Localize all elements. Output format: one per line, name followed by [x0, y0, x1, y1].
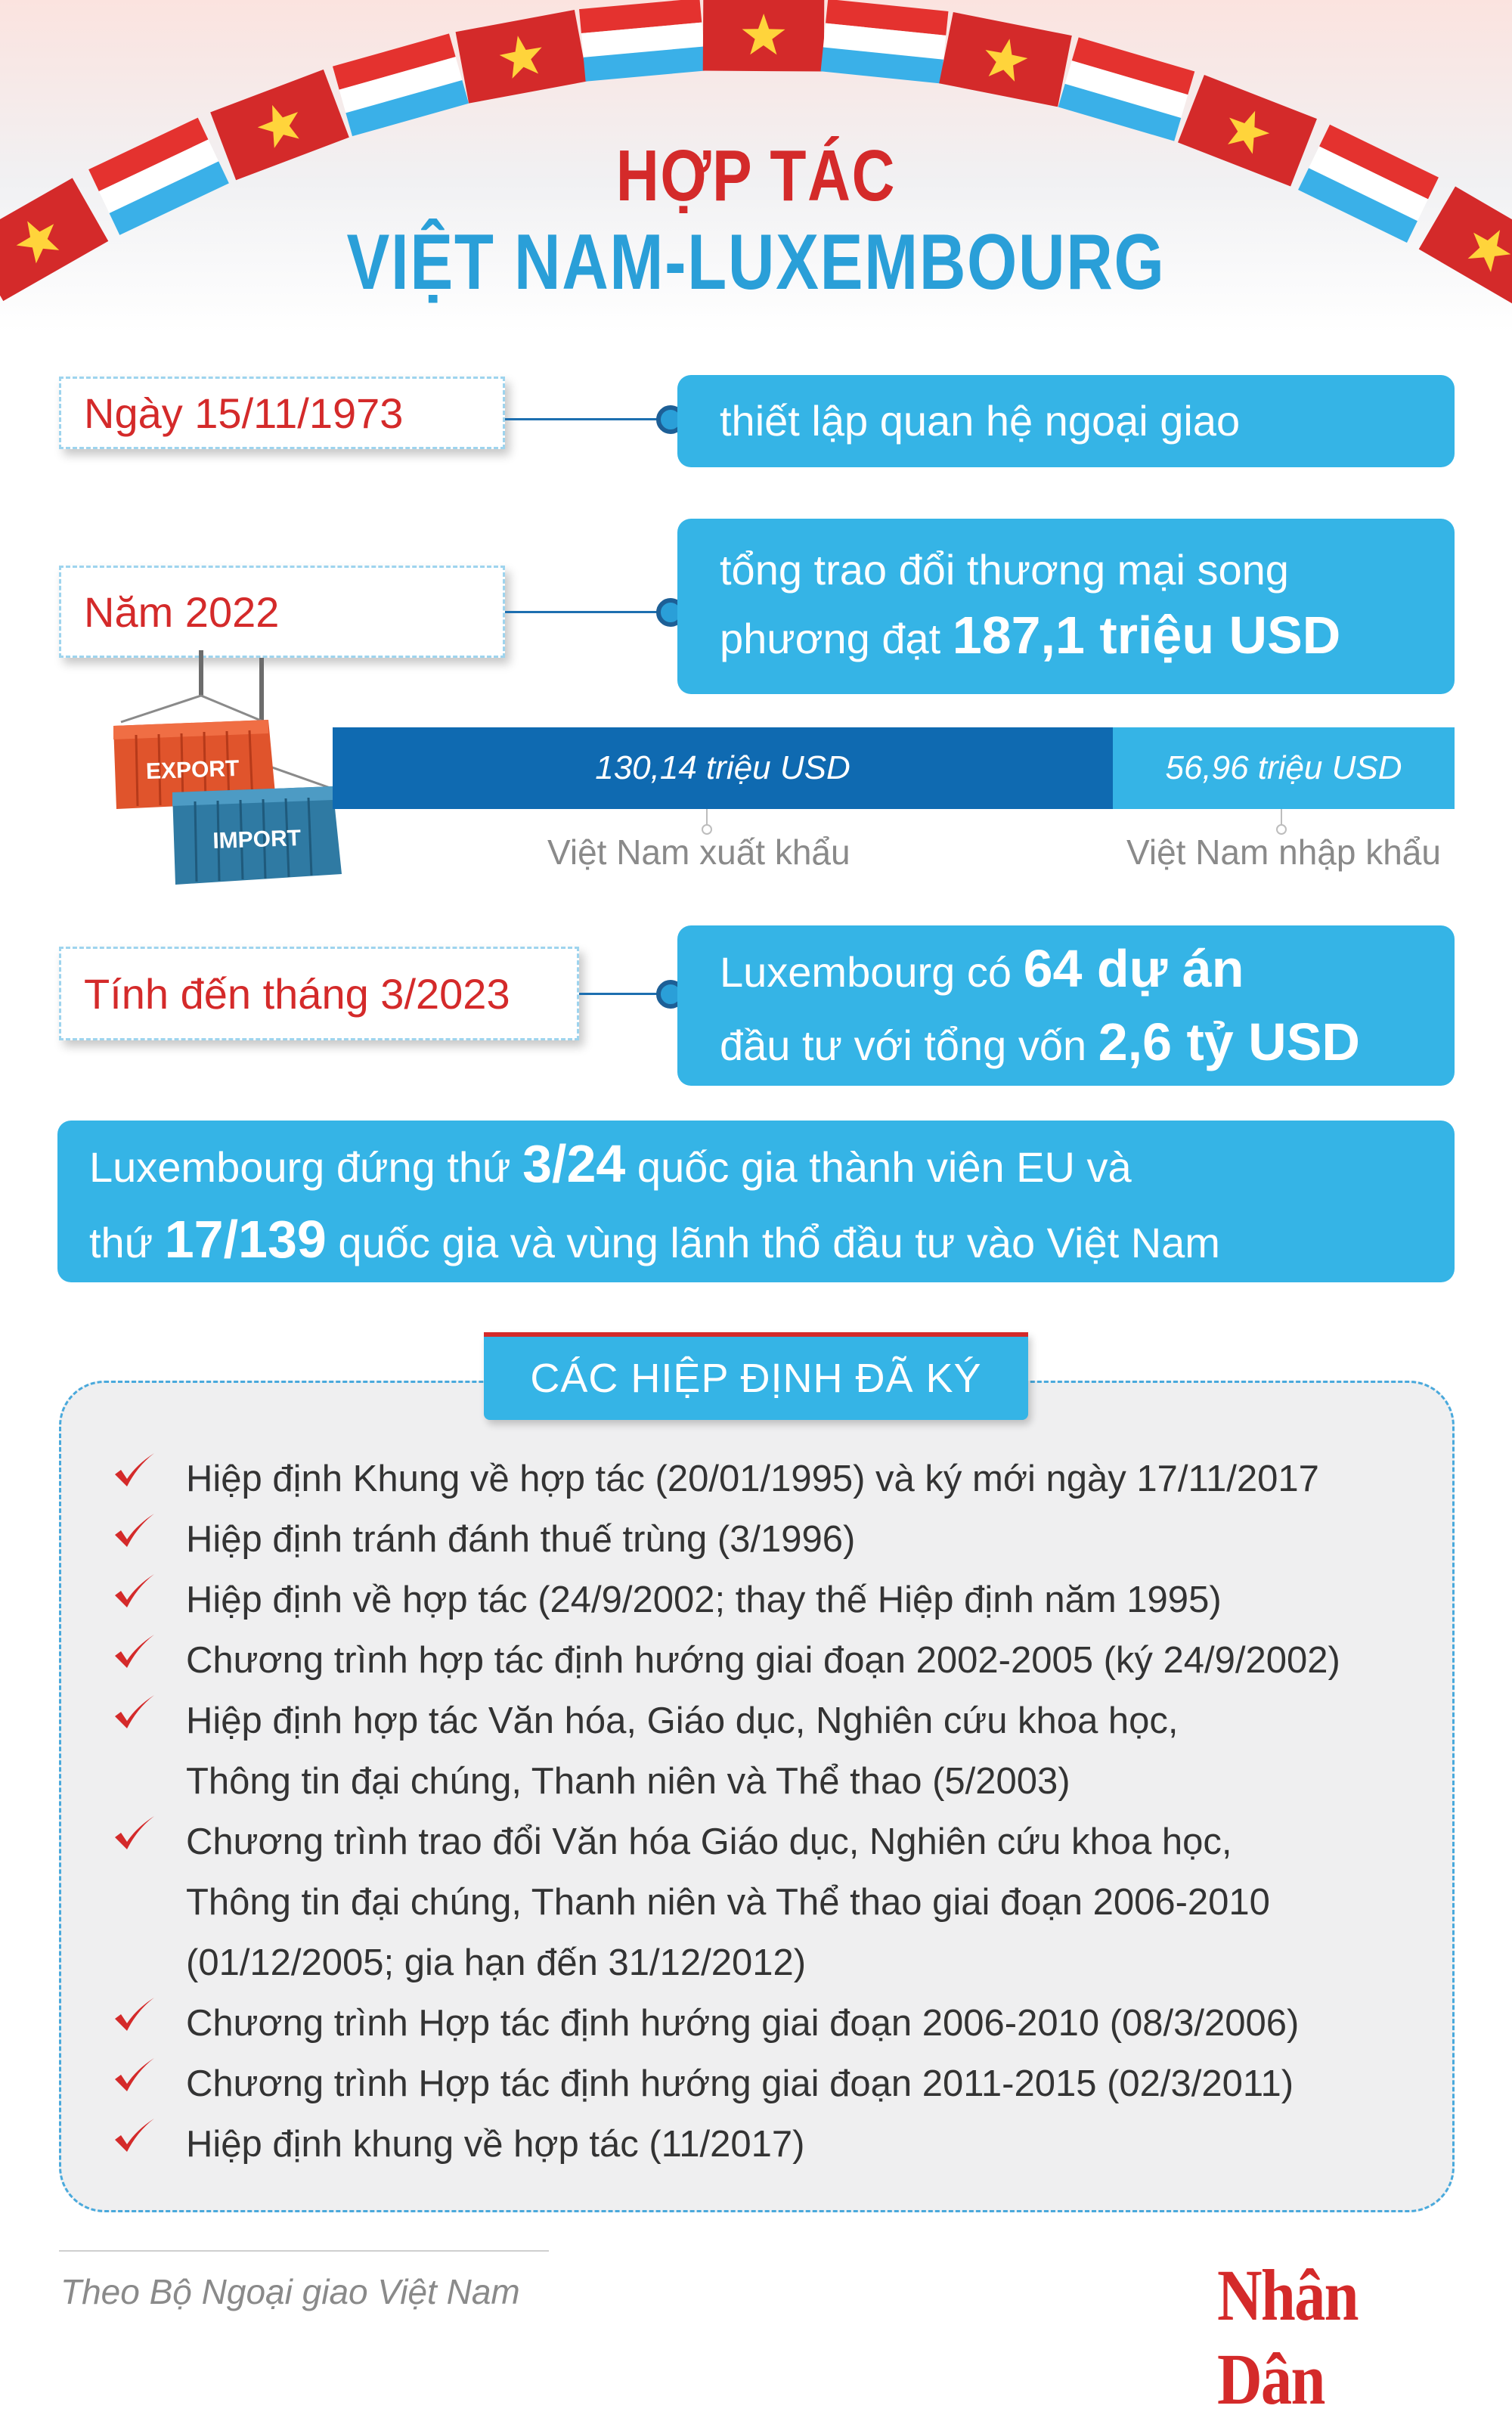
luxembourg-flag-icon — [333, 33, 469, 136]
agreement-text: Hiệp định tránh đánh thuế trùng (3/1996) — [186, 1519, 856, 1560]
rank-text: thứ — [89, 1219, 165, 1266]
luxembourg-flag-icon — [1058, 37, 1195, 141]
agreement-item — [110, 1449, 1441, 1509]
connector-line — [505, 418, 665, 420]
info-prefix: phương đạt — [720, 615, 953, 663]
info-line-1 — [720, 932, 1455, 1006]
trade-total-value: 187,1 triệu USD — [952, 606, 1341, 665]
date-text: Ngày 15/11/1973 — [84, 389, 404, 437]
project-count-value: 64 dự án — [1023, 939, 1244, 999]
luxembourg-flag-icon — [821, 0, 949, 84]
connector-line — [579, 993, 665, 995]
agreement-item — [110, 1630, 1441, 1691]
footer-divider — [59, 2250, 549, 2252]
vietnam-flag-icon — [0, 178, 108, 301]
info-prefix: Luxembourg có — [720, 948, 1024, 997]
agreement-text: Chương trình Hợp tác định hướng giai đoạn 2006-2010 (08/3/2006) — [186, 2003, 1300, 2044]
ranking-box — [57, 1121, 1455, 1282]
info-prefix: đầu tư với tổng vốn — [720, 1021, 1098, 1069]
export-caption: Việt Nam xuất khẩu — [547, 832, 850, 872]
export-value-label: 130,14 triệu USD — [595, 749, 850, 786]
agreement-item — [110, 2054, 1441, 2114]
agreement-item — [110, 1812, 1441, 1993]
info-box-trade — [677, 519, 1455, 694]
info-line-1: tổng trao đổi thương mại song — [720, 546, 1289, 594]
checkmark-icon — [110, 2054, 186, 2114]
agreement-text: Hiệp định về hợp tác (24/9/2002; thay thế Hiệp định năm 1995) — [186, 1579, 1222, 1620]
info-box-investment — [677, 925, 1455, 1086]
agreement-item — [110, 1993, 1441, 2054]
rank-line-2 — [89, 1201, 1455, 1277]
checkmark-icon — [110, 1630, 186, 1691]
export-bar-segment — [333, 727, 1113, 809]
import-caption: Việt Nam nhập khẩu — [1126, 832, 1441, 872]
vietnam-flag-icon — [456, 10, 588, 104]
vietnam-flag-icon — [939, 12, 1072, 107]
checkmark-icon — [110, 1812, 186, 1872]
global-rank-value: 17/139 — [164, 1210, 327, 1269]
header-banner — [0, 0, 1512, 333]
checkmark-icon — [110, 1691, 186, 1751]
agreement-item — [110, 1570, 1441, 1630]
nhan-dan-logo: Nhân Dân — [1217, 2255, 1358, 2419]
luxembourg-flag-icon — [579, 0, 706, 82]
checkmark-icon — [110, 1993, 186, 2054]
eu-rank-value: 3/24 — [522, 1133, 626, 1193]
info-line-2 — [720, 1006, 1455, 1079]
checkmark-icon — [110, 1570, 186, 1630]
import-label: IMPORT — [212, 825, 302, 854]
agreement-text: Chương trình trao đổi Văn hóa Giáo dục, Nghiên cứu khoa học, Thông tin đại chúng, Thanh niên và Thể thao giai đoạn 2006-2010 (01/12/2005; gia hạn đến 31/12/2012) — [186, 1821, 1270, 1983]
connector-line — [505, 611, 665, 613]
info-box-diplomatic — [677, 375, 1455, 467]
vietnam-flag-icon — [1419, 187, 1512, 310]
vietnam-flag-icon — [703, 0, 825, 72]
import-bar-segment — [1113, 727, 1455, 809]
rank-line-1 — [89, 1126, 1455, 1201]
agreement-text: Hiệp định hợp tác Văn hóa, Giáo dục, Nghiên cứu khoa học, Thông tin đại chúng, Thanh niên và Thể thao (5/2003) — [186, 1700, 1179, 1802]
date-box-2023 — [59, 947, 579, 1040]
shipping-containers-icon — [106, 650, 348, 892]
date-text: Năm 2022 — [84, 587, 280, 636]
checkmark-icon — [110, 2114, 186, 2175]
agreement-text: Hiệp định Khung về hợp tác (20/01/1995) và ký mới ngày 17/11/2017 — [186, 1458, 1319, 1499]
agreement-text: Chương trình Hợp tác định hướng giai đoạn 2011-2015 (02/3/2011) — [186, 2063, 1294, 2104]
agreement-text: Hiệp định khung về hợp tác (11/2017) — [186, 2124, 805, 2165]
rank-text: quốc gia và vùng lãnh thổ đầu tư vào Việt Nam — [326, 1219, 1220, 1266]
agreements-title: CÁC HIỆP ĐỊNH ĐÃ KÝ — [484, 1332, 1028, 1420]
agreement-text: Chương trình hợp tác định hướng giai đoạn 2002-2005 (ký 24/9/2002) — [186, 1640, 1340, 1681]
agreements-list — [110, 1449, 1441, 2175]
agreement-item — [110, 1691, 1441, 1812]
date-box-2022 — [59, 566, 505, 658]
checkmark-icon — [110, 1509, 186, 1570]
export-label: EXPORT — [145, 755, 240, 785]
capital-value: 2,6 tỷ USD — [1098, 1012, 1360, 1071]
info-text: thiết lập quan hệ ngoại giao — [720, 397, 1241, 445]
date-box-1973 — [59, 377, 505, 449]
agreement-item — [110, 2114, 1441, 2175]
rank-text: quốc gia thành viên EU và — [625, 1142, 1132, 1191]
rank-text: Luxembourg đứng thứ — [89, 1142, 523, 1191]
source-credit: Theo Bộ Ngoại giao Việt Nam — [60, 2272, 520, 2311]
agreement-item — [110, 1509, 1441, 1570]
date-text: Tính đến tháng 3/2023 — [84, 969, 510, 1018]
checkmark-icon — [110, 1449, 186, 1509]
title-line-2: VIỆT NAM-LUXEMBOURG — [346, 219, 1166, 306]
title-line-1: HỢP TÁC — [615, 135, 897, 216]
info-line-2 — [720, 599, 1455, 672]
import-value-label: 56,96 triệu USD — [1165, 749, 1402, 786]
